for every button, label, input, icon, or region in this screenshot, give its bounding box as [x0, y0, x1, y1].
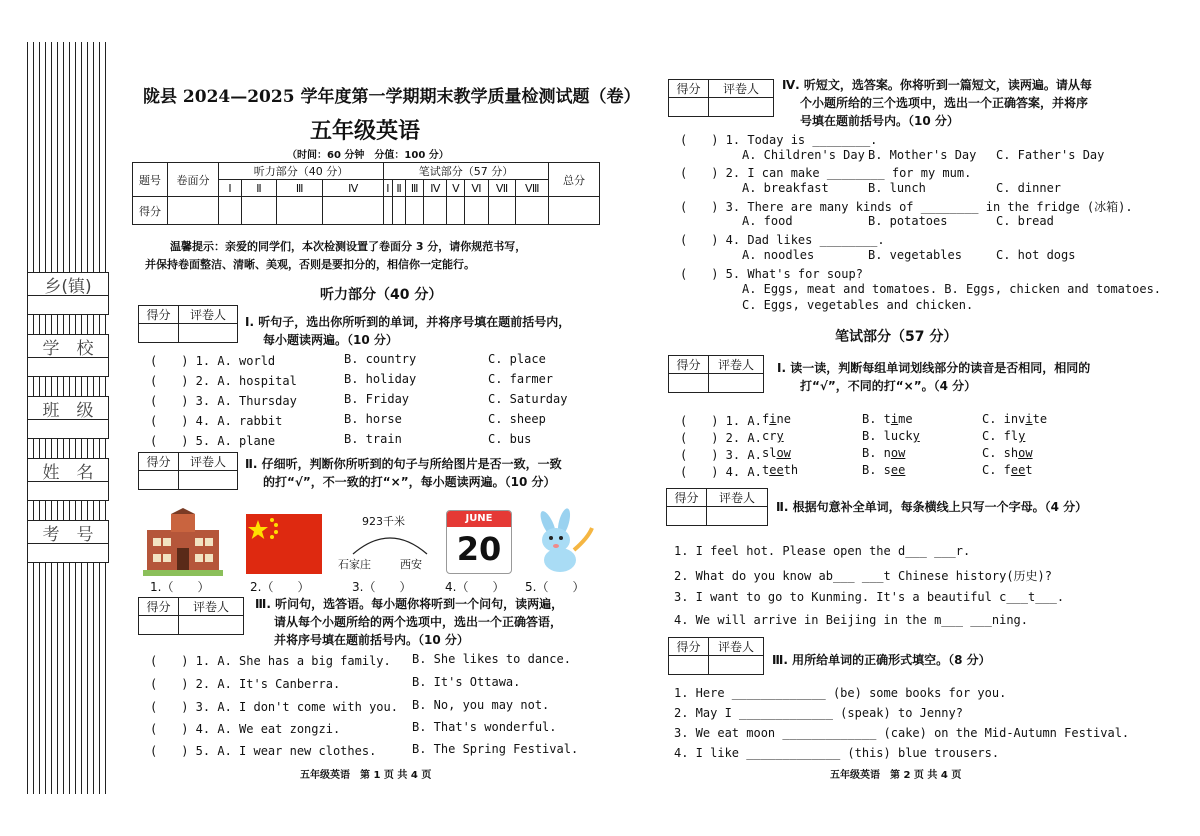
score-cell[interactable]: [549, 197, 600, 225]
item-b: B. holiday: [344, 372, 417, 386]
grader-score-cell[interactable]: [669, 656, 709, 674]
info-label: 姓 名: [27, 458, 109, 481]
city-a-label: 石家庄: [338, 558, 371, 571]
item-b: B. Friday: [344, 392, 410, 406]
exam-title: 陇县 2024—2025 学年度第一学期期末教学质量检测试题（卷）: [143, 87, 641, 107]
l4-options: [742, 181, 1142, 197]
word-part: t: [762, 463, 770, 477]
rabbit-image: [526, 508, 596, 574]
l3-item: [150, 698, 590, 714]
col-paper-score: 卷面分: [168, 163, 219, 197]
pic-answer-5[interactable]: 5.（ ）: [525, 580, 585, 594]
writing-heading: 笔试部分（57 分）: [835, 329, 958, 345]
word-part: B. n: [862, 446, 891, 460]
l4-instruction-2: 个小题所给的三个选项中，选出一个正确答案，并将序: [800, 96, 1089, 110]
option-a: A. noodles: [742, 248, 815, 262]
grader-score-label: 得分: [139, 306, 179, 324]
word-part: me: [898, 412, 913, 426]
grader-score-cell[interactable]: [139, 471, 179, 489]
grader-box: [668, 355, 764, 393]
col-listening: 听力部分（40 分）: [219, 163, 384, 180]
underlined-part: i: [890, 412, 899, 426]
item-b: B. That's wonderful.: [412, 720, 557, 734]
info-field-town: [27, 272, 109, 315]
school-building-image: [143, 508, 223, 576]
china-flag-image: [246, 514, 322, 574]
col-w5: Ⅴ: [447, 180, 465, 197]
underlined-part: ow: [890, 446, 906, 460]
w3-instruction: Ⅲ. 用所给单词的正确形式填空。（8 分）: [772, 653, 991, 667]
underlined-part: y: [912, 429, 920, 443]
exam-meta: （时间：60 分钟 分值：100 分）: [287, 150, 449, 161]
col-total: 总分: [549, 163, 600, 197]
option-a: A. Children's Day: [742, 148, 865, 162]
word-part: te: [1032, 412, 1048, 426]
l4-question: ( ) 2. I can make ________ for my mum.: [680, 166, 972, 180]
grader-score-label: 得分: [139, 598, 179, 616]
word-part: cr: [762, 429, 777, 443]
city-b-label: 西安: [400, 558, 422, 571]
info-blank[interactable]: [27, 357, 109, 377]
option-c: C. Father's Day: [996, 148, 1105, 162]
option-b: B. vegetables: [868, 248, 962, 262]
score-cell[interactable]: [242, 197, 277, 225]
l4-question: ( ) 5. What's for soup?: [680, 267, 863, 281]
exam-subject: 五年级英语: [310, 119, 421, 144]
option-a: A. breakfast: [742, 181, 829, 195]
word-part: f: [762, 412, 770, 426]
score-cell[interactable]: [276, 197, 323, 225]
score-cell[interactable]: [406, 197, 424, 225]
item-a: ( ) 4. A. rabbit: [150, 414, 283, 428]
grader-score-cell[interactable]: [669, 98, 709, 116]
l1-item: [150, 432, 590, 448]
underlined-part: ee: [890, 463, 906, 477]
item-c: C. bus: [488, 432, 532, 446]
w2-item: 3. I want to go to Kunming. It's a beautiful c___t___.: [674, 590, 1065, 604]
pic-answer-1[interactable]: 1.（ ）: [150, 580, 210, 594]
underlined-part: y: [776, 429, 784, 443]
calendar-image: [446, 510, 512, 574]
option-c: C. hot dogs: [996, 248, 1076, 262]
score-cell[interactable]: [383, 197, 392, 225]
info-label: 学 校: [27, 334, 109, 357]
l4-options: A. Eggs, meat and tomatoes. B. Eggs, chicken and tomatoes.: [742, 282, 1162, 296]
item-number: ( ) 1. A.: [680, 414, 762, 428]
grader-box: [668, 79, 774, 117]
grader-reviewer-cell[interactable]: [709, 98, 773, 116]
l1-item: [150, 352, 590, 368]
grader-score-label: 得分: [669, 638, 709, 656]
item-a: ( ) 5. A. plane: [150, 434, 276, 448]
w3-item: 1. Here _____________ (be) some books for you.: [674, 686, 1007, 700]
col-w8: Ⅷ: [516, 180, 549, 197]
grader-box: [138, 597, 244, 635]
calendar-month: JUNE: [447, 511, 511, 527]
l3-instruction-2: 请从每个小题所给的两个选项中，选出一个正确答语，: [274, 615, 563, 629]
word-part: C. f: [982, 463, 1011, 477]
info-blank[interactable]: [27, 481, 109, 501]
grader-box: [138, 305, 238, 343]
l3-instruction-1: Ⅲ. 听问句，选答语。每小题你将听到一个问句，读两遍，: [255, 597, 564, 611]
score-table: [132, 162, 600, 225]
word-part: B. t: [862, 412, 891, 426]
grader-reviewer-cell[interactable]: [179, 616, 243, 634]
col-w6: Ⅵ: [465, 180, 488, 197]
pic-answer-4[interactable]: 4.（ ）: [445, 580, 505, 594]
grader-score-cell[interactable]: [667, 507, 707, 525]
grader-score-cell[interactable]: [669, 374, 709, 392]
distance-label: 923千米: [362, 515, 405, 528]
col-l3: Ⅲ: [276, 180, 323, 197]
col-l4: Ⅳ: [323, 180, 384, 197]
w2-item: 1. I feel hot. Please open the d___ ___r.: [674, 544, 971, 558]
grader-box: [138, 452, 238, 490]
underlined-part: y: [1018, 429, 1026, 443]
col-w3: Ⅲ: [406, 180, 424, 197]
option-a: A. food: [742, 214, 793, 228]
grader-score-label: 得分: [139, 453, 179, 471]
item-a: ( ) 5. A. I wear new clothes.: [150, 744, 377, 758]
item-b: B. country: [344, 352, 417, 366]
col-w1: Ⅰ: [383, 180, 392, 197]
w1-instruction-2: 打“√”，不同的打“×”。（4 分）: [800, 379, 977, 393]
w1-item: [680, 463, 1080, 479]
pic-answer-3[interactable]: 3.（ ）: [352, 580, 412, 594]
l4-instruction-1: Ⅳ. 听短文，选答案。你将听到一篇短文，读两遍。请从每: [782, 78, 1092, 92]
score-cell[interactable]: [447, 197, 465, 225]
score-cell[interactable]: [219, 197, 242, 225]
item-number: ( ) 2. A.: [680, 431, 762, 445]
score-cell[interactable]: [488, 197, 516, 225]
grader-reviewer-label: 评卷人: [709, 356, 763, 374]
score-cell[interactable]: [516, 197, 549, 225]
w3-item: 2. May I _____________ (speak) to Jenny?: [674, 706, 963, 720]
grader-box: [666, 488, 768, 526]
pic-answer-2[interactable]: 2.（ ）: [250, 580, 310, 594]
underlined-part: ee: [769, 463, 784, 477]
item-a: ( ) 3. A. Thursday: [150, 394, 297, 408]
item-a: ( ) 1. A. She has a big family.: [150, 654, 391, 668]
w3-item: 4. I like _____________ (this) blue trousers.: [674, 746, 1000, 760]
w2-item: 4. We will arrive in Beijing in the m___ ___ning.: [674, 613, 1029, 627]
item-a: ( ) 2. A. hospital: [150, 374, 297, 388]
info-field-name: [27, 458, 109, 501]
col-question: 题号: [133, 163, 168, 197]
item-c: C. Saturday: [488, 392, 568, 406]
l2-instruction-1: Ⅱ. 仔细听，判断你所听到的句子与所给图片是否一致，一致: [245, 457, 562, 471]
grader-score-label: 得分: [667, 489, 707, 507]
w2-instruction: Ⅱ. 根据句意补全单词，每条横线上只写一个字母。（4 分）: [776, 500, 1088, 514]
word-part: B. luck: [862, 429, 913, 443]
item-b: B. She likes to dance.: [412, 652, 571, 666]
item-b: B. It's Ottawa.: [412, 675, 521, 689]
info-label: 乡(镇): [27, 272, 109, 295]
info-label: 考 号: [27, 520, 109, 543]
info-blank[interactable]: [27, 419, 109, 439]
grader-score-cell[interactable]: [139, 324, 179, 342]
l2-instruction-2: 的打“√”，不一致的打“×”，每小题读两遍。（10 分）: [263, 475, 556, 489]
option-c: C. bread: [996, 214, 1054, 228]
option-b: B. lunch: [868, 181, 926, 195]
col-l2: Ⅱ: [242, 180, 277, 197]
l4-question: ( ) 3. There are many kinds of ________ in the fridge (冰箱).: [680, 200, 1133, 214]
underlined-part: i: [769, 412, 777, 426]
l4-options: C. Eggs, vegetables and chicken.: [742, 298, 974, 312]
item-a: ( ) 3. A. I don't come with you.: [150, 700, 398, 714]
item-b: B. The Spring Festival.: [412, 742, 579, 756]
row-score-label: 得分: [133, 197, 168, 225]
col-l1: Ⅰ: [219, 180, 242, 197]
word-part: ne: [776, 412, 791, 426]
w1-item: [680, 446, 1080, 462]
item-c: C. farmer: [488, 372, 554, 386]
grader-reviewer-cell[interactable]: [179, 324, 237, 342]
word-part: C. fl: [982, 429, 1019, 443]
grader-reviewer-label: 评卷人: [707, 489, 767, 507]
item-number: ( ) 4. A.: [680, 465, 762, 479]
grader-reviewer-cell[interactable]: [709, 374, 763, 392]
info-blank[interactable]: [27, 295, 109, 315]
tip-line-1: 温馨提示：亲爱的同学们，本次检测设置了卷面分 3 分，请你规范书写，: [170, 240, 527, 253]
underlined-part: ow: [776, 446, 791, 460]
word-part: C. sh: [982, 446, 1019, 460]
word-part: B. s: [862, 463, 891, 477]
info-field-school: [27, 334, 109, 377]
l1-instruction-1: Ⅰ. 听句子，选出你所听到的单词，并将序号填在题前括号内，: [245, 315, 571, 329]
w1-instruction-1: Ⅰ. 读一读，判断每组单词划线部分的读音是否相同，相同的: [777, 361, 1091, 375]
l4-options: [742, 248, 1142, 264]
grader-reviewer-label: 评卷人: [179, 453, 237, 471]
w2-item: 2. What do you know ab___ ___t Chinese history(历史)?: [674, 569, 1053, 583]
l4-options: [742, 148, 1142, 164]
l4-question: ( ) 1. Today is ________.: [680, 133, 878, 147]
l1-instruction-2: 每小题读两遍。（10 分）: [263, 333, 398, 347]
score-cell[interactable]: [392, 197, 405, 225]
item-b: B. No, you may not.: [412, 698, 550, 712]
word-part: th: [783, 463, 799, 477]
l4-question: ( ) 4. Dad likes ________.: [680, 233, 885, 247]
grader-reviewer-cell[interactable]: [709, 656, 763, 674]
route-arc: [345, 526, 435, 558]
option-b: B. Mother's Day: [868, 148, 977, 162]
item-a: ( ) 1. A. world: [150, 354, 276, 368]
info-label: 班 级: [27, 396, 109, 419]
score-cell[interactable]: [168, 197, 219, 225]
col-w7: Ⅶ: [488, 180, 516, 197]
word-part: t: [1025, 463, 1033, 477]
l3-instruction-3: 并将序号填在题前括号内。（10 分）: [274, 633, 469, 647]
l1-item: [150, 372, 590, 388]
w3-item: 3. We eat moon _____________ (cake) on the Mid-Autumn Festival.: [674, 726, 1130, 740]
grader-reviewer-label: 评卷人: [709, 638, 763, 656]
calendar-day: 20: [456, 530, 502, 568]
word-part: sl: [762, 446, 777, 460]
item-a: ( ) 2. A. It's Canberra.: [150, 677, 341, 691]
col-writing: 笔试部分（57 分）: [383, 163, 548, 180]
option-b: B. potatoes: [868, 214, 948, 228]
grader-reviewer-cell[interactable]: [179, 471, 237, 489]
col-w2: Ⅱ: [392, 180, 405, 197]
grader-score-label: 得分: [669, 80, 709, 98]
l1-item: [150, 412, 590, 428]
l3-item: [150, 652, 590, 668]
score-cell[interactable]: [323, 197, 384, 225]
item-a: ( ) 4. A. We eat zongzi.: [150, 722, 341, 736]
grader-reviewer-cell[interactable]: [707, 507, 767, 525]
w1-item: [680, 412, 1080, 428]
info-blank[interactable]: [27, 543, 109, 563]
underlined-part: ow: [1018, 446, 1033, 460]
l4-options: [742, 214, 1142, 230]
l3-item: [150, 675, 590, 691]
footer-page-1: 五年级英语 第 1 页 共 4 页: [300, 770, 432, 781]
score-cell[interactable]: [465, 197, 488, 225]
l3-item: [150, 742, 590, 758]
underlined-part: i: [1025, 412, 1033, 426]
grader-score-label: 得分: [669, 356, 709, 374]
info-field-class: [27, 396, 109, 439]
option-c: C. dinner: [996, 181, 1062, 195]
score-cell[interactable]: [424, 197, 447, 225]
w1-item: [680, 429, 1080, 445]
grader-reviewer-label: 评卷人: [179, 598, 243, 616]
grader-box: [668, 637, 764, 675]
item-b: B. horse: [344, 412, 402, 426]
l1-item: [150, 392, 590, 408]
col-w4: Ⅳ: [424, 180, 447, 197]
item-c: C. sheep: [488, 412, 546, 426]
grader-score-cell[interactable]: [139, 616, 179, 634]
underlined-part: ee: [1010, 463, 1026, 477]
l4-instruction-3: 号填在题前括号内。（10 分）: [800, 114, 959, 128]
tip-line-2: 并保持卷面整洁、清晰、美观，否则是要扣分的，相信你一定能行。: [145, 258, 475, 271]
l3-item: [150, 720, 590, 736]
info-field-id: [27, 520, 109, 563]
grader-reviewer-label: 评卷人: [179, 306, 237, 324]
listening-heading: 听力部分（40 分）: [320, 287, 443, 303]
item-number: ( ) 3. A.: [680, 448, 762, 462]
item-b: B. train: [344, 432, 402, 446]
word-part: C. inv: [982, 412, 1026, 426]
grader-reviewer-label: 评卷人: [709, 80, 773, 98]
item-c: C. place: [488, 352, 546, 366]
footer-page-2: 五年级英语 第 2 页 共 4 页: [830, 770, 962, 781]
